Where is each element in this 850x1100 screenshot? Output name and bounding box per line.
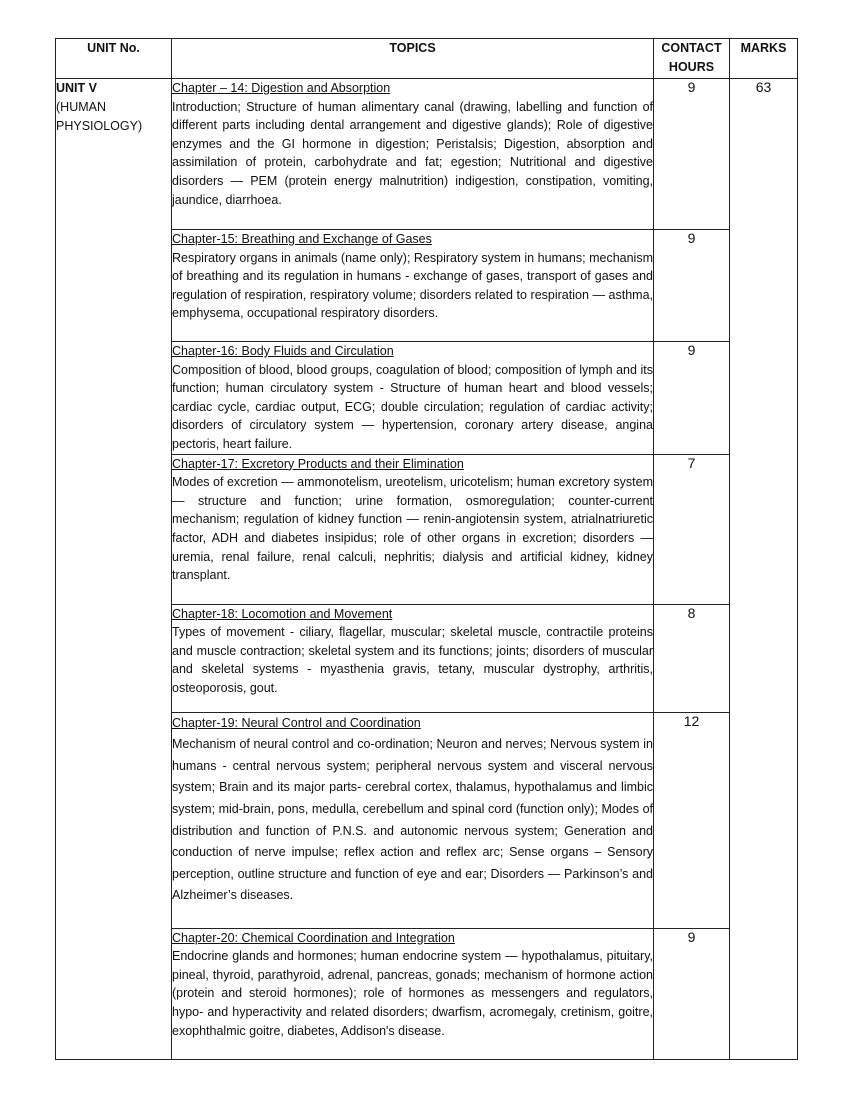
header-contact-hours-line2: HOURS	[668, 60, 715, 74]
chapter-topic-cell	[172, 712, 654, 928]
header-contact-hours	[654, 39, 730, 79]
chapter-content: Endocrine glands and hormones; human endocrine system — hypothalamus, pituitary, pineal, thyroid, parathyroid, adrenal, pancreas, gonads; mechanism of hormone action (protein and steroid hormones); role of hormones as messengers and regulators, hypo- and hyperactivity and related disorders; dwarfism, acromegaly, cretinism, goitre, exophthalmic goitre, diabetes, Addison's disease.	[172, 949, 653, 1038]
chapter-content: Composition of blood, blood groups, coagulation of blood; composition of lymph and its function; human circulatory system - Structure of human heart and blood vessels; cardiac cycle, cardiac output, ECG; double circulation; regulation of cardiac activity; disorders of circulatory system — hypertension, coronary artery disease, angina pectoris, heart failure.	[172, 362, 653, 451]
header-row	[56, 39, 798, 79]
chapter-topic-cell	[172, 604, 654, 712]
chapter-title: Chapter-16: Body Fluids and Circulation	[172, 344, 394, 358]
chapter-content: Introduction; Structure of human alimentary canal (drawing, labelling and function of different parts including dental arrangement and digestive glands); Role of digestive enzymes and the GI hormone in digestion; Peristalsis; Digestion, absorption and assimilation of protein, carbohydrate and fat; egestion; Nutritional and digestive disorders — PEM (protein energy malnutrition) indigestion, constipation, vomiting, jaundice, diarrhoea.	[172, 99, 653, 207]
contact-hours-cell: 8	[654, 604, 730, 712]
chapter-topic-cell	[172, 79, 654, 230]
marks-cell: 63	[730, 79, 798, 1060]
chapter-topic-cell	[172, 454, 654, 604]
chapter-content: Modes of excretion — ammonotelism, ureotelism, uricotelism; human excretory system — structure and function; urine formation, osmoregulation; counter-current mechanism; regulation of kidney function — renin-angiotensin system, atrialnatriuretic factor, ADH and diabetes insipidus; role of other organs in excretion; disorders — uremia, renal failure, renal calculi, nephritis; dialysis and artificial kidney, kidney transplant.	[172, 475, 653, 583]
header-contact-hours-line1: CONTACT	[661, 41, 722, 55]
contact-hours-cell: 12	[654, 712, 730, 928]
chapter-title: Chapter-17: Excretory Products and their Elimination	[172, 456, 464, 471]
chapter-topic-cell	[172, 342, 654, 455]
chapter-content: Mechanism of neural control and co-ordination; Neuron and nerves; Nervous system in humans - central nervous system; peripheral nervous system and visceral nervous system; Brain and its major parts- cerebral cortex, thalamus, hypothalamus and limbic system; mid-brain, pons, medulla, cerebellum and spinal cord (function only); Modes of distribution and function of P.N.S. and autonomic nervous system; Generation and conduction of nerve impulse; reflex action and reflex arc; Sense organs – Sensory perception, outline structure and function of eye and ear; Disorders — Parkinson’s and Alzheimer’s diseases.	[172, 737, 653, 903]
chapter-title: Chapter-18: Locomotion and Movement	[172, 606, 393, 621]
chapter-topic-cell	[172, 230, 654, 342]
chapter-title: Chapter-20: Chemical Coordination and Integration	[172, 930, 455, 945]
unit-cell	[56, 79, 172, 1060]
chapter-title: Chapter – 14: Digestion and Absorption	[172, 81, 391, 95]
header-marks: MARKS	[730, 39, 798, 79]
chapter-title: Chapter-19: Neural Control and Coordination	[172, 715, 421, 730]
unit-label: UNIT V	[56, 81, 97, 95]
chapter-title: Chapter-15: Breathing and Exchange of Gases	[172, 232, 432, 246]
unit-name-line2: PHYSIOLOGY)	[56, 119, 143, 133]
contact-hours-cell: 9	[654, 928, 730, 1059]
chapter-row	[56, 79, 798, 230]
chapter-content: Types of movement - ciliary, flagellar, muscular; skeletal muscle, contractile proteins and muscle contraction; skeletal system and its functions; joints; disorders of muscular and skeletal systems - myasthenia gravis, tetany, muscular dystrophy, arthritis, osteoporosis, gout.	[172, 625, 653, 695]
contact-hours-cell: 7	[654, 454, 730, 604]
header-unit-no: UNIT No.	[56, 39, 172, 79]
chapter-content: Respiratory organs in animals (name only); Respiratory system in humans; mechanism of breathing and its regulation in humans - exchange of gases, transport of gases and regulation of respiration, respiratory volume; disorders related to respiration — asthma, emphysema, occupational respiratory disorders.	[172, 250, 653, 321]
contact-hours-cell: 9	[654, 79, 730, 230]
contact-hours-cell: 9	[654, 342, 730, 455]
unit-name-line1: (HUMAN	[56, 100, 106, 114]
syllabus-table	[55, 38, 798, 1060]
contact-hours-cell: 9	[654, 230, 730, 342]
header-topics: TOPICS	[172, 39, 654, 79]
chapter-topic-cell	[172, 928, 654, 1059]
